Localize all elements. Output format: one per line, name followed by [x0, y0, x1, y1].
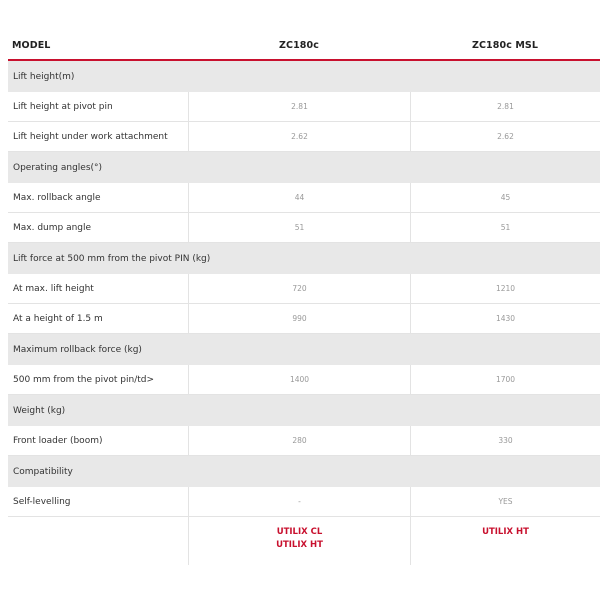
section-lift-height [8, 61, 600, 92]
section-weight [8, 395, 600, 426]
section-title: Lift height(m) [13, 71, 75, 82]
table-row [8, 183, 600, 213]
row-label: Self-levelling [13, 496, 71, 507]
value-zc180c: 44 [294, 193, 305, 202]
section-title: Maximum rollback force (kg) [13, 344, 142, 355]
section-compatibility [8, 456, 600, 487]
header-model: MODEL [12, 39, 51, 51]
row-label: At max. lift height [13, 283, 94, 294]
header-zc180c: ZC180c [279, 39, 319, 51]
value-zc180c: 990 [292, 314, 307, 323]
value-zc180c: 2.81 [291, 102, 308, 111]
value-zc180c-msl: 1430 [495, 314, 516, 323]
value-zc180c: 2.62 [291, 132, 308, 141]
section-lift-force [8, 243, 600, 274]
table-row [8, 274, 600, 304]
value-zc180c: - [298, 497, 301, 506]
row-label: Front loader (boom) [13, 435, 103, 446]
link-utilix-ht[interactable]: UTILIX HT [276, 540, 323, 550]
section-max-rollback-force [8, 334, 600, 365]
footer-empty-cell [8, 517, 188, 565]
section-title: Compatibility [13, 466, 73, 477]
spec-table [8, 31, 600, 565]
value-zc180c-msl: 2.62 [497, 132, 514, 141]
table-row [8, 487, 600, 517]
table-row [8, 365, 600, 395]
value-zc180c-msl: 330 [498, 436, 513, 445]
header-zc180c-msl: ZC180c MSL [472, 39, 538, 51]
value-zc180c-msl: 51 [500, 223, 511, 232]
table-row [8, 213, 600, 243]
table-row [8, 304, 600, 334]
value-zc180c: 280 [292, 436, 307, 445]
value-zc180c-msl: YES [498, 497, 513, 506]
compatibility-links-row [8, 517, 600, 565]
value-zc180c-msl: 45 [500, 193, 511, 202]
value-zc180c-msl: 2.81 [497, 102, 514, 111]
section-operating-angles [8, 152, 600, 183]
row-label: Lift height under work attachment [13, 131, 168, 142]
section-title: Weight (kg) [13, 405, 66, 416]
row-label: 500 mm from the pivot pin/td> [13, 374, 155, 385]
section-title: Lift force at 500 mm from the pivot PIN (kg) [13, 253, 211, 264]
row-label: At a height of 1.5 m [13, 313, 103, 324]
row-label: Max. rollback angle [13, 192, 101, 203]
value-zc180c: 51 [294, 223, 305, 232]
table-row [8, 122, 600, 152]
section-title: Operating angles(°) [13, 162, 103, 173]
row-label: Max. dump angle [13, 222, 92, 233]
table-row [8, 92, 600, 122]
value-zc180c-msl: 1210 [495, 284, 516, 293]
value-zc180c: 1400 [289, 375, 310, 384]
link-utilix-ht-msl[interactable]: UTILIX HT [482, 527, 529, 537]
row-label: Lift height at pivot pin [13, 101, 113, 112]
value-zc180c: 720 [292, 284, 307, 293]
link-utilix-cl[interactable]: UTILIX CL [276, 527, 323, 537]
value-zc180c-msl: 1700 [495, 375, 516, 384]
table-header [8, 31, 600, 61]
table-row [8, 426, 600, 456]
